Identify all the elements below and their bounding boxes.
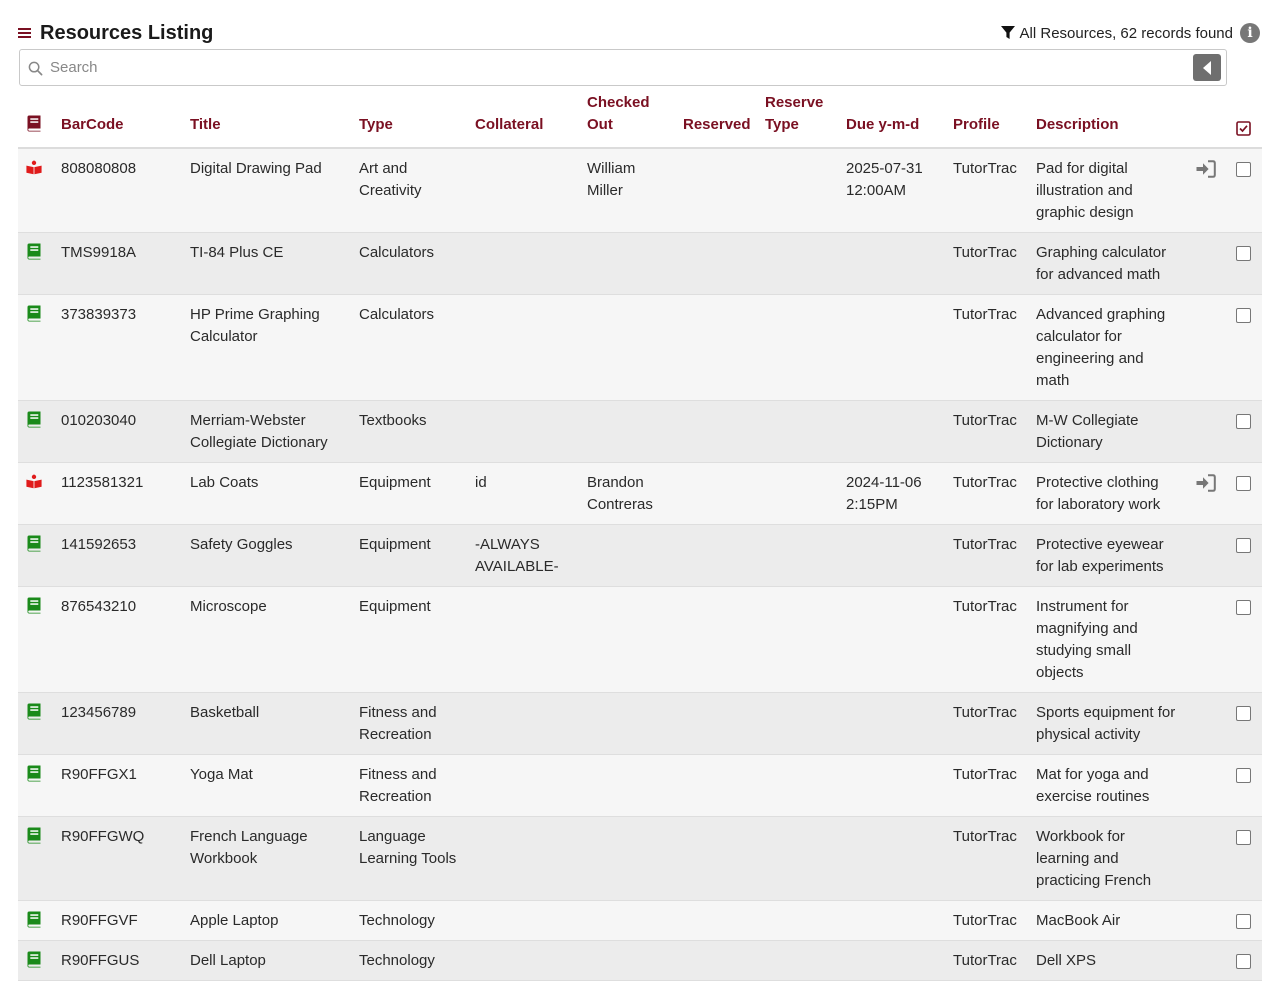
title-cell[interactable]: Yoga Mat xyxy=(182,755,351,817)
description-cell: Dell XPS xyxy=(1028,941,1188,981)
book-icon xyxy=(26,827,42,844)
reserved-cell xyxy=(675,817,757,901)
type-cell: Equipment xyxy=(351,587,467,693)
row-checkbox[interactable] xyxy=(1236,162,1251,177)
select-cell xyxy=(1224,587,1262,693)
barcode-cell[interactable]: 010203040 xyxy=(53,401,182,463)
action-cell xyxy=(1188,295,1224,401)
table-row[interactable] xyxy=(18,148,1262,233)
type-cell: Technology xyxy=(351,901,467,941)
collateral-cell xyxy=(467,941,579,981)
reserve-type-cell xyxy=(757,295,838,401)
due-cell xyxy=(838,941,945,981)
reserved-cell xyxy=(675,587,757,693)
select-all-column-header xyxy=(1224,92,1262,148)
due-column-header[interactable]: Due y-m-d xyxy=(838,92,945,148)
profile-column-header[interactable]: Profile xyxy=(945,92,1028,148)
checked-out-cell: William Miller xyxy=(579,148,675,233)
reserve-type-cell xyxy=(757,755,838,817)
table-row[interactable] xyxy=(18,233,1262,295)
description-cell: MacBook Air xyxy=(1028,901,1188,941)
profile-cell: TutorTrac xyxy=(945,295,1028,401)
book-header-icon xyxy=(26,115,42,132)
table-row[interactable] xyxy=(18,587,1262,693)
collateral-cell xyxy=(467,755,579,817)
table-row[interactable] xyxy=(18,901,1262,941)
type-cell: Calculators xyxy=(351,295,467,401)
select-cell xyxy=(1224,901,1262,941)
barcode-cell[interactable]: R90FFGX1 xyxy=(53,755,182,817)
type-cell: Technology xyxy=(351,941,467,981)
action-cell xyxy=(1188,817,1224,901)
description-cell: Pad for digital illustration and graphic design xyxy=(1028,148,1188,233)
reserved-cell xyxy=(675,148,757,233)
reserve-type-cell xyxy=(757,693,838,755)
select-cell xyxy=(1224,233,1262,295)
due-cell xyxy=(838,901,945,941)
type-column-header[interactable]: Type xyxy=(351,92,467,148)
type-cell: Calculators xyxy=(351,233,467,295)
profile-cell: TutorTrac xyxy=(945,755,1028,817)
checked-out-cell xyxy=(579,693,675,755)
book-icon xyxy=(26,243,42,260)
book-icon xyxy=(26,911,42,928)
checked-out-cell xyxy=(579,587,675,693)
due-cell xyxy=(838,148,945,233)
status-cell xyxy=(18,817,53,901)
reserved-cell xyxy=(675,901,757,941)
page-header xyxy=(18,22,1262,48)
status-cell xyxy=(18,148,53,233)
reserved-cell xyxy=(675,941,757,981)
collateral-cell xyxy=(467,587,579,693)
action-cell xyxy=(1188,755,1224,817)
row-checkbox[interactable] xyxy=(1236,414,1251,429)
select-cell xyxy=(1224,148,1262,233)
book-icon xyxy=(26,597,42,614)
collateral-column-header[interactable]: Collateral xyxy=(467,92,579,148)
due-time: 12:00AM xyxy=(846,182,907,199)
table-row[interactable] xyxy=(18,525,1262,587)
barcode-column-header[interactable]: BarCode xyxy=(53,92,182,148)
due-cell xyxy=(838,817,945,901)
reserve-type-column-header[interactable] xyxy=(757,92,838,148)
row-checkbox[interactable] xyxy=(1236,914,1251,929)
description-cell: Sports equipment for physical activity xyxy=(1028,693,1188,755)
checked-out-cell xyxy=(579,755,675,817)
profile-cell: TutorTrac xyxy=(945,525,1028,587)
book-icon xyxy=(26,765,42,782)
title-cell[interactable]: Safety Goggles xyxy=(182,525,351,587)
select-cell xyxy=(1224,817,1262,901)
description-column-header[interactable]: Description xyxy=(1028,92,1188,148)
description-cell: Workbook for learning and practicing French xyxy=(1028,817,1188,901)
barcode-cell[interactable]: TMS9918A xyxy=(53,233,182,295)
profile-cell: TutorTrac xyxy=(945,817,1028,901)
status-cell xyxy=(18,463,53,525)
reserved-cell xyxy=(675,463,757,525)
title-cell[interactable]: Microscope xyxy=(182,587,351,693)
book-icon xyxy=(26,703,42,720)
checked-out-cell xyxy=(579,901,675,941)
table-header-row xyxy=(18,92,1262,148)
action-cell xyxy=(1188,525,1224,587)
due-cell xyxy=(838,401,945,463)
reserved-column-header[interactable]: Reserved xyxy=(675,92,757,148)
reserved-cell xyxy=(675,233,757,295)
action-column-header xyxy=(1188,92,1224,148)
barcode-cell[interactable]: 808080808 xyxy=(53,148,182,233)
row-checkbox[interactable] xyxy=(1236,706,1251,721)
person-book-icon xyxy=(26,159,42,176)
barcode-cell[interactable]: 876543210 xyxy=(53,587,182,693)
reserve-type-cell xyxy=(757,148,838,233)
profile-cell: TutorTrac xyxy=(945,401,1028,463)
collateral-cell xyxy=(467,233,579,295)
type-cell: Fitness and Recreation xyxy=(351,693,467,755)
table-row[interactable] xyxy=(18,941,1262,981)
status-cell xyxy=(18,901,53,941)
action-cell xyxy=(1188,401,1224,463)
due-cell xyxy=(838,463,945,525)
action-cell xyxy=(1188,693,1224,755)
due-date: 2025-07-31 xyxy=(846,160,923,177)
title-cell[interactable]: French Language Workbook xyxy=(182,817,351,901)
select-cell xyxy=(1224,401,1262,463)
resources-table xyxy=(18,92,1262,981)
row-checkbox[interactable] xyxy=(1236,476,1251,491)
book-icon xyxy=(26,305,42,322)
title-column-header[interactable]: Title xyxy=(182,92,351,148)
hamburger-menu-icon[interactable] xyxy=(18,27,32,39)
select-cell xyxy=(1224,941,1262,981)
collateral-cell xyxy=(467,148,579,233)
barcode-cell[interactable]: R90FFGWQ xyxy=(53,817,182,901)
type-cell: Textbooks xyxy=(351,401,467,463)
due-cell xyxy=(838,295,945,401)
due-cell xyxy=(838,693,945,755)
checked-out-cell: Brandon Contreras xyxy=(579,463,675,525)
collateral-cell xyxy=(467,693,579,755)
reserve-type-cell xyxy=(757,401,838,463)
status-cell xyxy=(18,693,53,755)
description-cell: Protective clothing for laboratory work xyxy=(1028,463,1188,525)
reserve-type-cell xyxy=(757,941,838,981)
search-box xyxy=(19,49,1227,86)
title-cell[interactable]: Apple Laptop xyxy=(182,901,351,941)
profile-cell: TutorTrac xyxy=(945,587,1028,693)
filter-status[interactable] xyxy=(1001,22,1260,44)
select-cell xyxy=(1224,525,1262,587)
description-cell: Mat for yoga and exercise routines xyxy=(1028,755,1188,817)
checked-out-cell xyxy=(579,233,675,295)
profile-cell: TutorTrac xyxy=(945,463,1028,525)
reserve-type-cell xyxy=(757,233,838,295)
search-icon xyxy=(28,61,43,76)
due-date: 2024-11-06 xyxy=(846,474,922,491)
type-cell: Equipment xyxy=(351,463,467,525)
table-row[interactable] xyxy=(18,295,1262,401)
action-cell xyxy=(1188,941,1224,981)
collateral-cell: -ALWAYS AVAILABLE- xyxy=(467,525,579,587)
filter-status-text[interactable]: All Resources, 62 records found xyxy=(1019,24,1233,42)
reserved-cell xyxy=(675,525,757,587)
reserve-type-cell xyxy=(757,463,838,525)
due-time: 2:15PM xyxy=(846,496,898,513)
row-checkbox[interactable] xyxy=(1236,600,1251,615)
status-cell xyxy=(18,941,53,981)
action-cell xyxy=(1188,901,1224,941)
reserve-type-cell xyxy=(757,525,838,587)
checked-out-cell xyxy=(579,295,675,401)
row-checkbox[interactable] xyxy=(1236,954,1251,969)
reserve-type-cell xyxy=(757,587,838,693)
collateral-cell xyxy=(467,901,579,941)
table-row[interactable] xyxy=(18,755,1262,817)
checked-out-cell xyxy=(579,401,675,463)
search-input[interactable] xyxy=(48,54,1188,81)
title-cell[interactable]: TI-84 Plus CE xyxy=(182,233,351,295)
description-cell: Graphing calculator for advanced math xyxy=(1028,233,1188,295)
status-cell xyxy=(18,233,53,295)
type-cell: Language Learning Tools xyxy=(351,817,467,901)
action-cell xyxy=(1188,148,1224,233)
checked-out-cell xyxy=(579,525,675,587)
title-cell[interactable]: Basketball xyxy=(182,693,351,755)
person-book-icon xyxy=(26,473,42,490)
barcode-cell[interactable]: R90FFGVF xyxy=(53,901,182,941)
barcode-cell[interactable]: R90FFGUS xyxy=(53,941,182,981)
checked-out-column-header[interactable] xyxy=(579,92,675,148)
type-cell: Fitness and Recreation xyxy=(351,755,467,817)
due-cell xyxy=(838,233,945,295)
status-cell xyxy=(18,295,53,401)
book-icon xyxy=(26,535,42,552)
status-cell xyxy=(18,587,53,693)
collapse-panel-button[interactable] xyxy=(1193,54,1221,81)
checked-out-header-line-1: Checked xyxy=(587,94,650,111)
status-cell xyxy=(18,755,53,817)
reserved-cell xyxy=(675,755,757,817)
title-cell[interactable]: Merriam-Webster Collegiate Dictionary xyxy=(182,401,351,463)
due-cell xyxy=(838,755,945,817)
reserved-cell xyxy=(675,693,757,755)
row-checkbox[interactable] xyxy=(1236,768,1251,783)
barcode-cell[interactable]: 123456789 xyxy=(53,693,182,755)
profile-cell: TutorTrac xyxy=(945,901,1028,941)
description-cell: Advanced graphing calculator for engineering and math xyxy=(1028,295,1188,401)
reserve-type-cell xyxy=(757,817,838,901)
status-column-header xyxy=(18,92,53,148)
barcode-cell[interactable]: 1123581321 xyxy=(53,463,182,525)
funnel-icon[interactable] xyxy=(1001,26,1015,40)
description-cell: Instrument for magnifying and studying small objects xyxy=(1028,587,1188,693)
title-cell[interactable]: Lab Coats xyxy=(182,463,351,525)
chevron-left-icon xyxy=(1201,60,1213,76)
barcode-cell[interactable]: 373839373 xyxy=(53,295,182,401)
reserved-cell xyxy=(675,401,757,463)
status-cell xyxy=(18,401,53,463)
row-checkbox[interactable] xyxy=(1236,830,1251,845)
checked-out-cell xyxy=(579,941,675,981)
action-cell xyxy=(1188,587,1224,693)
table-row[interactable] xyxy=(18,401,1262,463)
checked-out-cell xyxy=(579,817,675,901)
page-title: Resources Listing xyxy=(40,22,214,44)
collateral-cell xyxy=(467,817,579,901)
collateral-cell xyxy=(467,401,579,463)
barcode-cell[interactable]: 141592653 xyxy=(53,525,182,587)
profile-cell: TutorTrac xyxy=(945,941,1028,981)
profile-cell: TutorTrac xyxy=(945,233,1028,295)
title-cell[interactable]: HP Prime Graphing Calculator xyxy=(182,295,351,401)
description-cell: M-W Collegiate Dictionary xyxy=(1028,401,1188,463)
profile-cell: TutorTrac xyxy=(945,148,1028,233)
reserve-type-cell xyxy=(757,901,838,941)
select-cell xyxy=(1224,693,1262,755)
due-cell xyxy=(838,525,945,587)
check-in-icon[interactable] xyxy=(1196,160,1216,178)
description-cell: Protective eyewear for lab experiments xyxy=(1028,525,1188,587)
reserve-type-header-line-2: Type xyxy=(765,116,799,133)
book-icon xyxy=(26,951,42,968)
title-cell[interactable]: Dell Laptop xyxy=(182,941,351,981)
action-cell xyxy=(1188,463,1224,525)
reserve-type-header-line-1: Reserve xyxy=(765,94,824,111)
select-all-checkbox[interactable] xyxy=(1236,121,1251,136)
status-cell xyxy=(18,525,53,587)
collateral-cell xyxy=(467,295,579,401)
select-cell xyxy=(1224,295,1262,401)
table-row[interactable] xyxy=(18,463,1262,525)
reserved-cell xyxy=(675,295,757,401)
title-cell[interactable]: Digital Drawing Pad xyxy=(182,148,351,233)
select-cell xyxy=(1224,755,1262,817)
type-cell: Art and Creativity xyxy=(351,148,467,233)
table-row[interactable] xyxy=(18,817,1262,901)
row-checkbox[interactable] xyxy=(1236,308,1251,323)
info-icon[interactable]: i xyxy=(1240,23,1260,43)
profile-cell: TutorTrac xyxy=(945,693,1028,755)
resource-rows xyxy=(18,148,1262,981)
collateral-cell: id xyxy=(467,463,579,525)
row-checkbox[interactable] xyxy=(1236,538,1251,553)
due-cell xyxy=(838,587,945,693)
select-cell xyxy=(1224,463,1262,525)
table-row[interactable] xyxy=(18,693,1262,755)
type-cell: Equipment xyxy=(351,525,467,587)
row-checkbox[interactable] xyxy=(1236,246,1251,261)
action-cell xyxy=(1188,233,1224,295)
check-in-icon[interactable] xyxy=(1196,474,1216,492)
checked-out-header-line-2: Out xyxy=(587,116,613,133)
book-icon xyxy=(26,411,42,428)
